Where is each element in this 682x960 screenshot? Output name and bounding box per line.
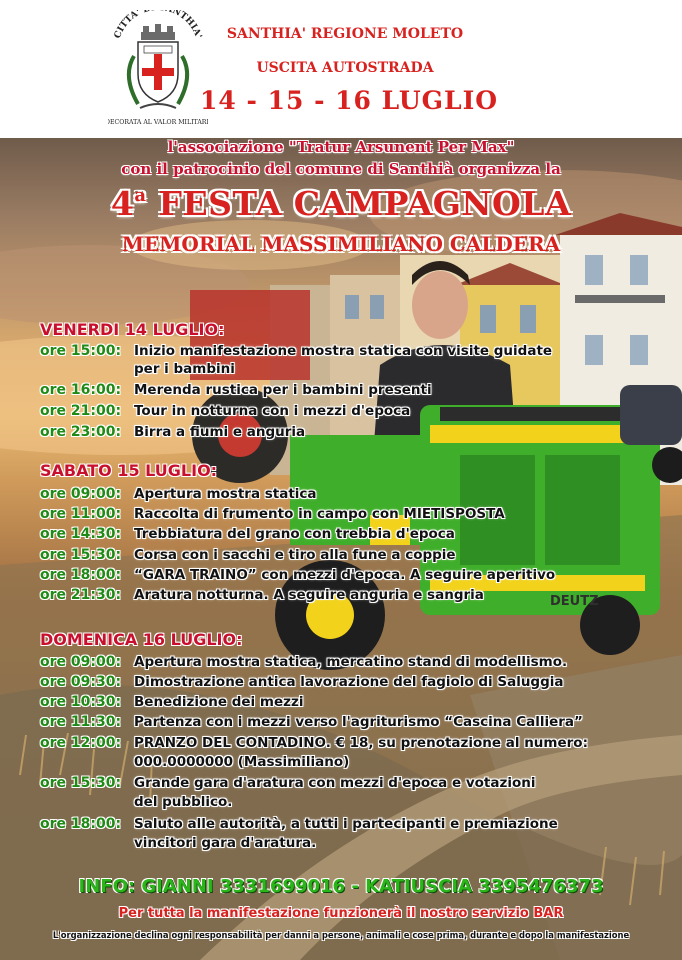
event-time: ore 16:00: xyxy=(40,382,122,398)
event-time: ore 18:00: xyxy=(40,567,122,583)
event-time: ore 09:30: xyxy=(40,674,122,690)
event-dates: 14 - 15 - 16 LUGLIO xyxy=(200,86,499,115)
city-crest-logo xyxy=(108,10,208,128)
crest-caption: DECORATA AL VALOR MILITARE xyxy=(108,119,208,126)
event-time: ore 23:00: xyxy=(40,424,122,440)
event-activity: Partenza con i mezzi verso l'agriturismo “Cascina Calliera” xyxy=(134,714,583,730)
event-activity: Birra a fiumi e anguria xyxy=(134,424,306,440)
event-time: ore 21:00: xyxy=(40,403,122,419)
event-time: ore 21:30: xyxy=(40,587,122,603)
event-activity: Inizio manifestazione mostra statica con visite guidate xyxy=(134,343,553,359)
event-title-text: FESTA CAMPAGNOLA xyxy=(158,184,572,223)
event-activity: Trebbiatura del grano con trebbia d'epoca xyxy=(134,526,455,542)
event-time: ore 18:00: xyxy=(40,816,122,832)
event-activity: Grande gara d'aratura con mezzi d'epoca e votazioni xyxy=(134,775,536,791)
day-heading-sunday: DOMENICA 16 LUGLIO: xyxy=(40,630,243,649)
event-time: ore 14:30: xyxy=(40,526,122,542)
day-heading-friday: VENERDI 14 LUGLIO: xyxy=(40,320,225,339)
organizer-line: l'associazione "Tratur Arsunent Per Max" xyxy=(167,138,515,156)
event-activity-continued: per i bambini xyxy=(134,361,235,377)
day-heading-saturday: SABATO 15 LUGLIO: xyxy=(40,461,218,480)
event-activity: Tour in notturna con i mezzi d'epoca xyxy=(134,403,411,419)
event-activity: Aratura notturna. A seguire anguria e sangria xyxy=(134,587,484,603)
event-activity-continued: 000.0000000 (Massimiliano) xyxy=(134,754,350,770)
event-time: ore 15:00: xyxy=(40,343,122,359)
event-activity: Benedizione dei mezzi xyxy=(134,694,304,710)
event-activity: Apertura mostra statica xyxy=(134,486,317,502)
event-time: ore 11:00: xyxy=(40,506,122,522)
info-contacts: INFO: GIANNI 3331699016 - KATIUSCIA 3395476373 xyxy=(78,876,604,897)
event-activity: Corsa con i sacchi e tiro alla fune a coppie xyxy=(134,547,456,563)
event-time: ore 10:30: xyxy=(40,694,122,710)
svg-text:CITTA' DI SANTHIA': CITTA' NTHIA' xyxy=(112,10,204,40)
event-activity-continued: vincitori gara d'aratura. xyxy=(134,835,317,851)
event-time: ore 09:00: xyxy=(40,654,122,670)
edition-ordinal: a xyxy=(134,185,147,206)
event-time: ore 15:30: xyxy=(40,775,122,791)
poster-header xyxy=(0,0,682,138)
event-time: ore 15:30: xyxy=(40,547,122,563)
event-time: ore 11:30: xyxy=(40,714,122,730)
patronage-line: con il patrocinio del comune di Santhià organizza la xyxy=(121,160,561,178)
bar-service-note: Per tutta la manifestazione funzionerà il nostro servizio BAR xyxy=(118,906,564,921)
event-activity: Dimostrazione antica lavorazione del fagiolo di Saluggia xyxy=(134,674,564,690)
event-activity: Apertura mostra statica, mercatino stand di modellismo. xyxy=(134,654,568,670)
event-activity: Merenda rustica per i bambini presenti xyxy=(134,382,432,398)
edition-number: 4 xyxy=(110,184,135,223)
liability-disclaimer: L'organizzazione declina ogni responsabilità per danni a persone, animali e cose prima, durante e dopo la manifestazione xyxy=(52,930,630,940)
motorway-exit-line: USCITA AUTOSTRADA xyxy=(256,60,434,76)
event-time: ore 12:00: xyxy=(40,735,122,751)
event-activity: “GARA TRAINO” con mezzi d'epoca. A seguire aperitivo xyxy=(134,567,556,583)
memorial-subtitle: MEMORIAL MASSIMILIANO CALDERA xyxy=(121,232,561,256)
event-activity-continued: del pubblico. xyxy=(134,794,233,810)
event-time: ore 09:00: xyxy=(40,486,122,502)
event-title xyxy=(0,184,682,223)
event-activity: PRANZO DEL CONTADINO. € 18, su prenotazione al numero: xyxy=(134,735,588,751)
event-activity: Saluto alle autorità, a tutti i partecipanti e premiazione xyxy=(134,816,558,832)
event-activity: Raccolta di frumento in campo con MIETISPOSTA xyxy=(134,506,505,522)
location-line: SANTHIA' REGIONE MOLETO xyxy=(226,26,464,42)
tractor-brand-badge: DEUTZ xyxy=(550,594,599,609)
